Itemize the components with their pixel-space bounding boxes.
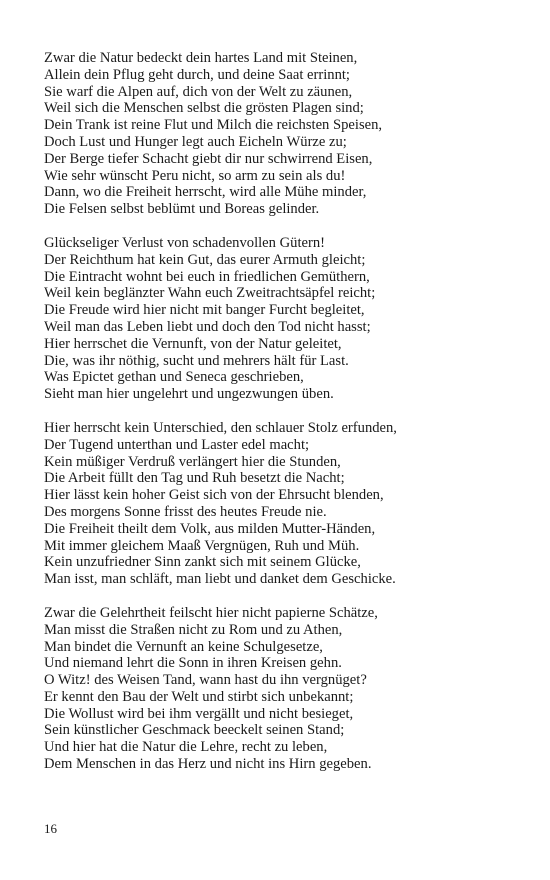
verse-line: Der Reichthum hat kein Gut, das eurer Armuth gleicht; xyxy=(44,251,366,268)
verse-line: O Witz! des Weisen Tand, wann hast du ihn vergnüget? xyxy=(44,672,367,689)
verse-line: Man isst, man schläft, man liebt und danket dem Geschicke. xyxy=(44,571,396,588)
verse-line: Die Freiheit theilt dem Volk, aus milden Mutter-Händen, xyxy=(44,520,376,537)
verse-line: Hier lässt kein hoher Geist sich von der Ehrsucht blenden, xyxy=(44,487,384,504)
verse-line: Die Eintracht wohnt bei euch in friedlichen Gemüthern, xyxy=(44,268,370,285)
verse-line: Weil man das Leben liebt und doch den Tod nicht hasst; xyxy=(44,318,371,335)
stanza xyxy=(44,605,514,773)
verse-line: Die Wollust wird bei ihm vergällt und nicht besieget, xyxy=(44,705,354,722)
stanza xyxy=(44,420,514,588)
stanza xyxy=(44,50,514,218)
verse-line: Des morgens Sonne frisst des heutes Freude nie. xyxy=(44,503,327,520)
poem-text xyxy=(44,50,514,790)
verse-line: Kein müßiger Verdruß verlängert hier die Stunden, xyxy=(44,453,341,470)
verse-line: Und hier hat die Natur die Lehre, recht zu leben, xyxy=(44,739,328,756)
verse-line: Man misst die Straßen nicht zu Rom und zu Athen, xyxy=(44,621,343,638)
verse-line: Zwar die Gelehrtheit feilscht hier nicht papierne Schätze, xyxy=(44,604,378,621)
verse-line: Die Felsen selbst beblümt und Boreas gelinder. xyxy=(44,201,320,218)
verse-line: Doch Lust und Hunger legt auch Eicheln Würze zu; xyxy=(44,133,347,150)
verse-line: Allein dein Pflug geht durch, und deine Saat errinnt; xyxy=(44,66,350,83)
verse-line: Sie warf die Alpen auf, dich von der Welt zu zäunen, xyxy=(44,83,353,100)
verse-line: Kein unzufriedner Sinn zankt sich mit seinem Glücke, xyxy=(44,554,361,571)
verse-line: Dann, wo die Freiheit herrscht, wird alle Mühe minder, xyxy=(44,184,367,201)
verse-line: Die, was ihr nöthig, sucht und mehrers hält für Last. xyxy=(44,352,349,369)
verse-line: Wie sehr wünscht Peru nicht, so arm zu sein als du! xyxy=(44,167,346,184)
verse-line: Der Tugend unterthan und Laster edel macht; xyxy=(44,436,310,453)
verse-line: Er kennt den Bau der Welt und stirbt sich unbekannt; xyxy=(44,688,354,705)
stanza xyxy=(44,235,514,403)
verse-line: Was Epictet gethan und Seneca geschrieben, xyxy=(44,369,304,386)
verse-line: Weil kein beglänzter Wahn euch Zweitrachtsäpfel reicht; xyxy=(44,285,376,302)
verse-line: Die Arbeit füllt den Tag und Ruh besetzt die Nacht; xyxy=(44,470,345,487)
verse-line: Weil sich die Menschen selbst die grösten Plagen sind; xyxy=(44,100,364,117)
verse-line: Dem Menschen in das Herz und nicht ins Hirn gegeben. xyxy=(44,756,372,773)
page-number: 16 xyxy=(44,821,57,836)
verse-line: Dein Trank ist reine Flut und Milch die reichsten Speisen, xyxy=(44,117,383,134)
verse-line: Glückseliger Verlust von schadenvollen Gütern! xyxy=(44,234,325,251)
verse-line: Der Berge tiefer Schacht giebt dir nur schwirrend Eisen, xyxy=(44,150,373,167)
verse-line: Sieht man hier ungelehrt und ungezwungen üben. xyxy=(44,386,334,403)
verse-line: Hier herrschet die Vernunft, von der Natur geleitet, xyxy=(44,335,342,352)
verse-line: Hier herrscht kein Unterschied, den schlauer Stolz erfunden, xyxy=(44,419,397,436)
verse-line: Man bindet die Vernunft an keine Schulgesetze, xyxy=(44,638,323,655)
verse-line: Die Freude wird hier nicht mit banger Furcht begleitet, xyxy=(44,302,365,319)
verse-line: Zwar die Natur bedeckt dein hartes Land mit Steinen, xyxy=(44,50,358,66)
verse-line: Und niemand lehrt die Sonn in ihren Kreisen gehn. xyxy=(44,655,342,672)
verse-line: Mit immer gleichem Maaß Vergnügen, Ruh und Müh. xyxy=(44,537,360,554)
verse-line: Sein künstlicher Geschmack beeckelt seinen Stand; xyxy=(44,722,345,739)
